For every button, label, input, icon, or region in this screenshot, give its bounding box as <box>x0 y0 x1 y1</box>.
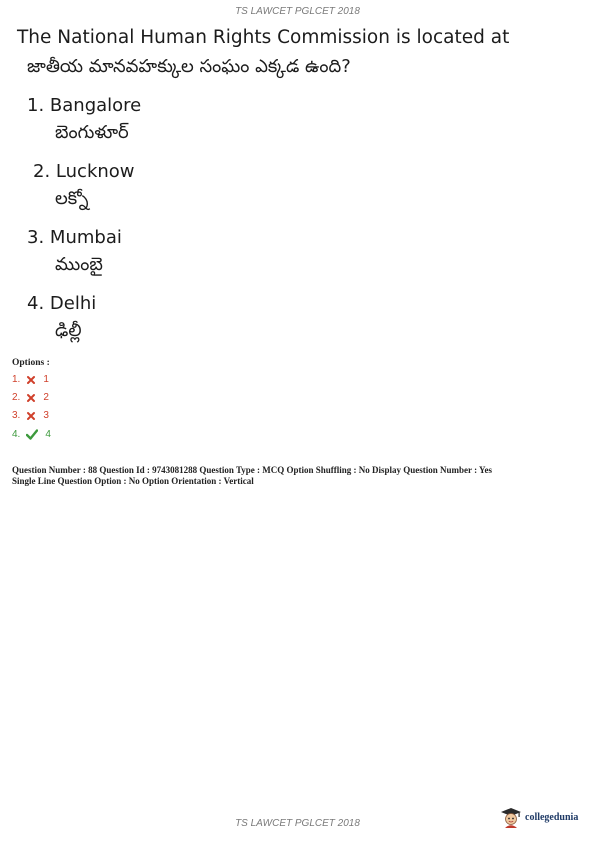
cross-icon <box>26 411 36 421</box>
question-text-english: The National Human Rights Commission is located at <box>17 27 510 48</box>
answer-option-number: 2. <box>12 392 21 403</box>
footer-title: TS LAWCET PGLCET 2018 <box>235 818 360 829</box>
answer-option-number: 1. <box>12 374 21 385</box>
answer-option-label: 4 <box>45 429 51 440</box>
graduate-mascot-icon <box>500 806 522 828</box>
header-title: TS LAWCET PGLCET 2018 <box>235 6 360 17</box>
answer-option-number: 3. <box>12 410 21 421</box>
option-number: 4. <box>27 293 45 314</box>
option-label: Bangalore <box>49 95 142 116</box>
collegedunia-logo <box>500 806 578 828</box>
logo-text: collegedunia <box>525 811 579 823</box>
cross-icon <box>26 375 36 385</box>
option-1-english <box>27 95 141 116</box>
option-4-english <box>27 293 96 314</box>
answer-option-3 <box>12 410 49 421</box>
option-number: 2. <box>33 161 51 182</box>
option-1-telugu: బెంగుళూర్ <box>55 122 129 143</box>
option-3-telugu: ముంబై <box>55 254 103 275</box>
option-4-telugu: ఢిల్లీ <box>55 320 82 341</box>
answer-option-1 <box>12 374 49 385</box>
metadata-line-2: Single Line Question Option : No Option Orientation : Vertical <box>12 476 254 486</box>
answer-option-number: 4. <box>12 429 21 440</box>
answer-option-label: 2 <box>43 392 49 403</box>
option-number: 1. <box>27 95 45 116</box>
option-label: Delhi <box>49 293 97 314</box>
check-icon <box>26 429 38 440</box>
question-metadata <box>12 465 582 487</box>
option-2-english <box>33 161 135 182</box>
answer-option-4 <box>12 429 51 440</box>
option-number: 3. <box>27 227 45 248</box>
cross-icon <box>26 393 36 403</box>
metadata-line-1: Question Number : 88 Question Id : 9743081288 Question Type : MCQ Option Shuffling : No Display Question Number : Yes <box>12 465 493 475</box>
question-text-telugu: జాతీయ మానవహక్కుల సంఘం ఎక్కడ ఉంది? <box>27 56 351 77</box>
answer-option-label: 3 <box>43 410 49 421</box>
option-3-english <box>27 227 122 248</box>
options-title: Options : <box>12 358 50 368</box>
answer-option-label: 1 <box>43 374 49 385</box>
option-label: Lucknow <box>55 161 135 182</box>
answer-option-2 <box>12 392 49 403</box>
option-2-telugu: లక్నో <box>55 188 89 209</box>
option-label: Mumbai <box>49 227 122 248</box>
